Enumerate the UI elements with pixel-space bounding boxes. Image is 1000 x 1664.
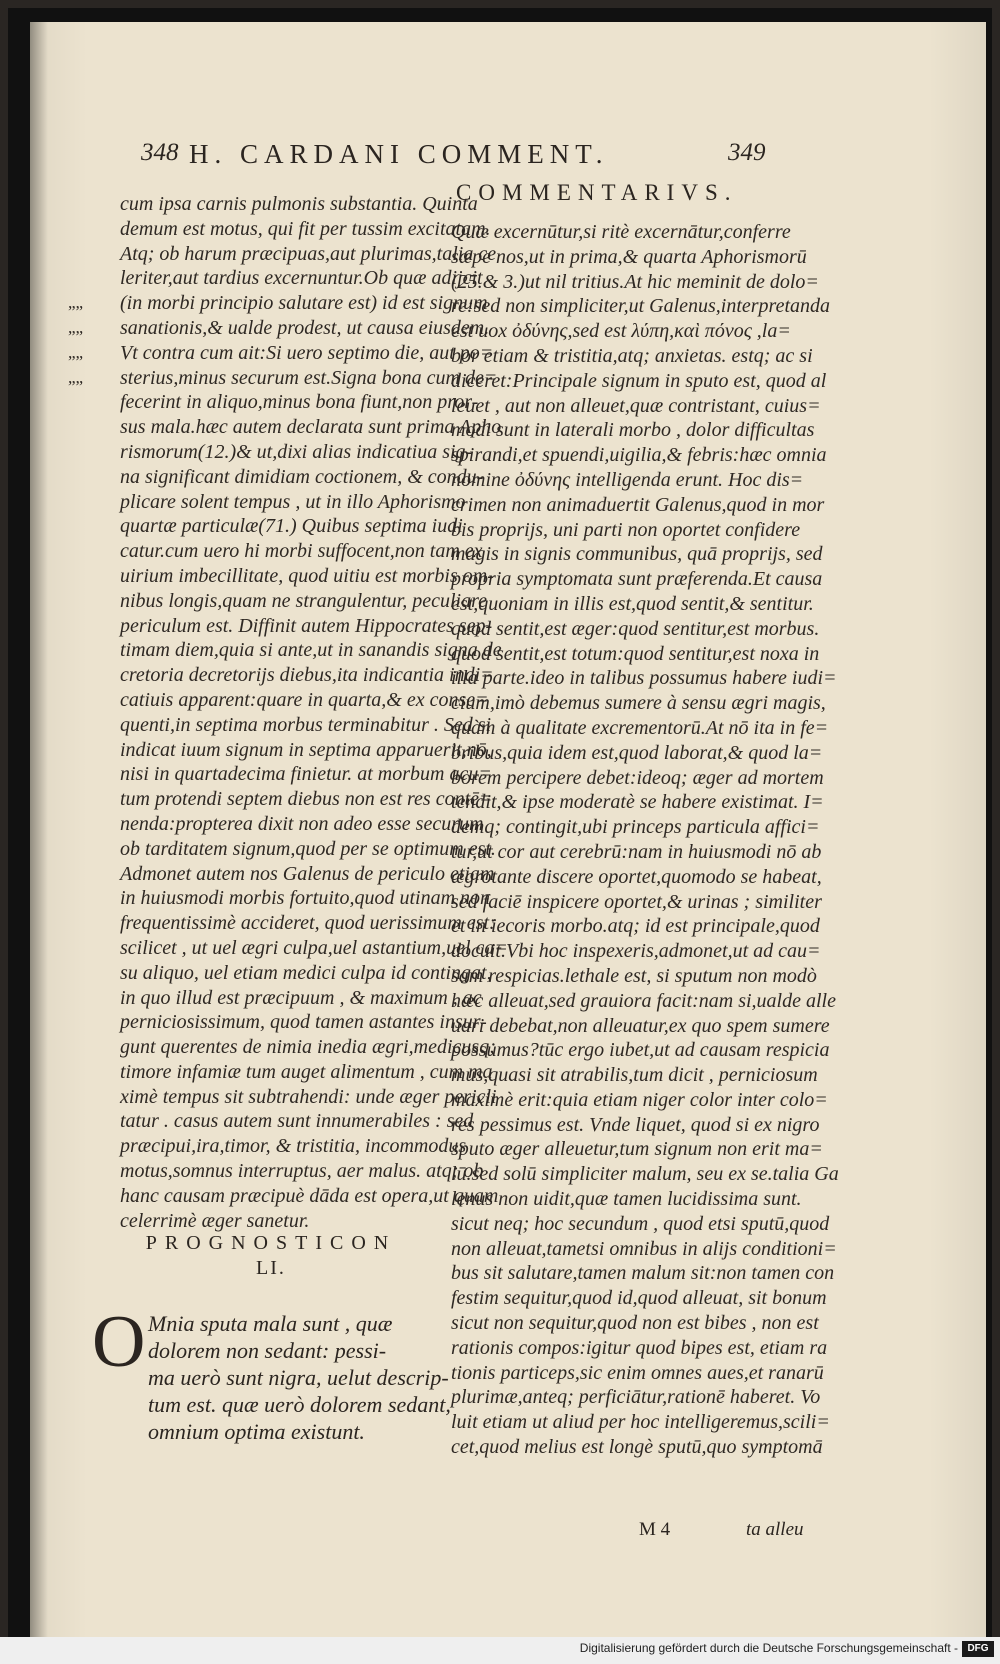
- text-line: nenda:propterea dixit non adeo esse securum: [120, 812, 484, 835]
- text-line: (in morbi principio salutare est) id est signum: [120, 292, 488, 315]
- text-line: indicat iuum signum in septima apparuerit,nō,: [120, 738, 492, 761]
- text-line: ægrotante discere oportet,quomodo se habeat,: [451, 865, 822, 888]
- book-page: [30, 22, 986, 1644]
- prognosticon-title: PROGNOSTICON: [145, 1232, 397, 1254]
- text-line: sterius,minus securum est.Signa bona cum de=: [120, 366, 498, 389]
- text-line: na significant dimidiam coctionem, & condu-: [120, 465, 484, 488]
- prognosticon-heading: [106, 1232, 436, 1280]
- text-line: borem percipere debet:ideoq; æger ad mortem: [451, 766, 824, 789]
- text-line: in quo illud est præcipuum , & maximum , ac: [120, 986, 482, 1009]
- text-line: timam diem,quia si ante,ut in sanandis signa de: [120, 639, 502, 662]
- text-line: ob tarditatem signum,quod per se optimum est.: [120, 837, 496, 860]
- text-line: Atq; ob harum præcipuas,aut plurimas,talia ce: [120, 242, 497, 265]
- text-line: bus sit salutare,tamen malum sit:non tamen con: [451, 1262, 835, 1285]
- text-line: tur,ut cor aut cerebrū:nam in huiusmodi nō ab: [451, 840, 822, 863]
- text-line: quod sentit,est æger:quod sentitur,est morbus.: [451, 617, 820, 640]
- text-line: docuit.Vbi hoc inspexeris,admonet,ut ad cau=: [451, 940, 821, 963]
- text-line: plurimæ,anteq; perficiātur,rationē haberet. Vo: [451, 1386, 821, 1409]
- text-line: nisi in quartadecima finietur. at morbum acu=: [120, 763, 492, 786]
- text-line: scilicet , ut uel ægri culpa,uel astantium,uel ca=: [120, 936, 508, 959]
- text-line: catur.cum uero hi morbi suffocent,non tam ex: [120, 540, 483, 563]
- text-line: lenus non uidit,quæ tamen lucidissima sunt.: [451, 1188, 802, 1211]
- text-line: demq; contingit,ubi princeps particula affici=: [451, 816, 820, 839]
- text-line: modi sunt in laterali morbo , dolor difficultas: [451, 419, 815, 442]
- text-line: hanc causam præcipuè dāda est opera,ut quam: [120, 1184, 499, 1207]
- footer-credit: Digitalisierung gefördert durch die Deutsche Forschungsgemeinschaft -: [579, 1641, 958, 1655]
- text-line: fecerint in aliquo,minus bona fiunt,non pror-: [120, 391, 479, 414]
- text-line: leuet , aut non alleuet,quæ contristant, cuius=: [451, 394, 821, 417]
- text-line: cium,imò debemus sumere à sensu ægri magis,: [451, 692, 826, 715]
- text-line: tum protendi septem diebus non est res contē=: [120, 788, 493, 811]
- page-number-left: 348: [141, 139, 179, 166]
- text-line: sputo æger alleuetur,tum signum non erit ma=: [451, 1138, 823, 1161]
- text-line: bribus,quia idem est,quod laborat,& quod la=: [451, 741, 823, 764]
- text-line: bor etiam & tristitia,atq; anxietas. estq; ac si: [451, 344, 813, 367]
- text-line: mus,quasi sit atrabilis,tum dicit , perniciosum: [451, 1064, 818, 1087]
- text-line: ximè tempus sit subtrahendi: unde æger pericli: [120, 1085, 497, 1108]
- aphorism-line: dolorem non sedant: pessi-: [148, 1338, 387, 1363]
- text-line: in huiusmodi morbis fortuito,quod utinam non: [120, 887, 491, 910]
- text-line: timore infamiæ tum auget alimentum , cum ma: [120, 1060, 493, 1083]
- text-line: tatur . casus autem sunt innumerabiles : sed: [120, 1110, 474, 1133]
- quotation-marker: „„: [68, 293, 84, 313]
- text-line: re:sed non simpliciter,ut Galenus,interpretanda: [451, 295, 831, 318]
- text-line: maximè erit:quia etiam niger color inter colo=: [451, 1088, 828, 1111]
- digitization-footer: [0, 1637, 1000, 1664]
- text-line: Admonet autem nos Galenus de periculo etiam: [120, 862, 495, 885]
- text-line: propria symptomata sunt præferenda.Et causa: [451, 568, 823, 591]
- aphorism-line: Mnia sputa mala sunt , quæ: [148, 1311, 393, 1336]
- text-line: sicut non sequitur,quod non est bibes , non est: [451, 1312, 819, 1335]
- text-line: Quæ excernūtur,si ritè excernātur,conferre: [451, 221, 791, 243]
- text-line: bis proprijs, uni parti non oportet confidere: [451, 518, 801, 541]
- aphorism-line: omnium optima existunt.: [148, 1419, 365, 1444]
- scan-frame: [8, 8, 992, 1650]
- text-line: et in iecoris morbo.atq; id est principale,quod: [451, 915, 820, 938]
- text-line: hæc alleuat,sed grauiora facit:nam si,ualde alle: [451, 989, 836, 1012]
- text-line: tionis particeps,sic enim omnes aues,et ranarū: [451, 1361, 824, 1384]
- text-line: est uox ὀδύνης,sed est λύπη,καὶ πόνος ,la=: [451, 320, 791, 343]
- right-column-text: [451, 220, 839, 1460]
- text-line: cum ipsa carnis pulmonis substantia. Quinta: [120, 193, 478, 215]
- text-line: su aliquo, uel etiam medici culpa id contingat,: [120, 961, 492, 984]
- text-line: frequentissimè accideret, quod uerissimum est:: [120, 912, 496, 935]
- left-column-text: [68, 192, 508, 1233]
- text-line: (25.& 3.)ut nil tritius.At hic meminit de dolo=: [451, 270, 819, 293]
- text-line: motus,somnus interruptus, aer malus. atq; ob: [120, 1160, 484, 1183]
- text-line: celerrimè æger sanetur.: [120, 1209, 310, 1232]
- text-line: festim sequitur,quod id,quod alleuat, sit bonum: [451, 1287, 827, 1310]
- text-line: non alleuat,tametsi omnibus in alijs conditioni=: [451, 1237, 837, 1260]
- text-line: luit etiam ut aliud per hoc intelligeremus,scili=: [451, 1411, 830, 1434]
- drop-cap: O: [92, 1301, 146, 1383]
- text-line: gunt querentes de nimia inedia ægri,medicusq;: [120, 1036, 496, 1059]
- signature-mark: M 4: [639, 1519, 671, 1540]
- running-header: [30, 139, 986, 179]
- text-line: res pessimus est. Vnde liquet, quod si ex nigro: [451, 1113, 820, 1136]
- text-line: quenti,in septima morbus terminabitur . Sed si: [120, 713, 492, 736]
- text-line: spirandi,et spuendi,uigilia,& febris:hæc omnia: [451, 444, 827, 467]
- text-line: sam respicias.lethale est, si sputum non modò: [451, 964, 817, 987]
- text-line: catiuis apparent:quare in quarta,& ex conse=: [120, 688, 489, 711]
- catchword: ta alleu: [746, 1519, 804, 1540]
- text-line: plicare solent tempus , ut in illo Aphorismo: [120, 490, 466, 513]
- aphorism-text: [148, 1310, 451, 1445]
- text-line: quàm à qualitate excrementorū.At nō ita in fe=: [451, 716, 829, 739]
- dfg-logo: DFG: [962, 1641, 994, 1657]
- page-number-right: 349: [728, 139, 766, 166]
- text-line: uirium imbecillitate, quod uitiu est morbis om-: [120, 564, 494, 587]
- text-line: nibus longis,quam ne strangulentur, peculiare: [120, 589, 488, 612]
- quotation-marker: „„: [68, 317, 84, 337]
- text-line: cet,quod melius est longè sputū,quo symptomā: [451, 1436, 823, 1459]
- text-line: sus mala.hæc autem declarata sunt prima Apho: [120, 416, 502, 439]
- text-line: leriter,aut tardius excernuntur.Ob quæ adijcit: [120, 267, 483, 290]
- text-line: possumus?tūc ergo iubet,ut ad causam respicia: [451, 1039, 830, 1062]
- text-line: sæpe nos,ut in prima,& quarta Aphorismorū: [451, 245, 807, 268]
- text-line: periculum est. Diffinit autem Hippocrates sep-: [120, 614, 493, 637]
- text-line: sanationis,& ualde prodest, ut causa eiusdem.: [120, 316, 490, 339]
- text-line: perniciosissimum, quod tamen astantes insur-: [120, 1011, 487, 1034]
- text-line: uari debebat,non alleuatur,ex quo spem sumere: [451, 1014, 830, 1037]
- text-line: illa parte.ideo in talibus possumus habere iudi=: [451, 667, 837, 690]
- text-line: tendit,& ipse moderatè se habere existimat. I=: [451, 791, 824, 814]
- right-column-title: COMMENTARIVS.: [456, 180, 738, 205]
- text-line: sed faciē inspicere oportet,& urinas ; similiter: [451, 890, 822, 913]
- quotation-marker: „„: [68, 342, 84, 362]
- text-line: rationis compos:igitur quod bipes est, etiam ra: [451, 1336, 828, 1359]
- text-line: cretoria decretorijs diebus,ita indicantia indi=: [120, 664, 494, 687]
- quotation-marker: „„: [68, 367, 84, 387]
- text-line: nomine ὀδύνης intelligenda erunt. Hoc dis=: [451, 468, 804, 491]
- text-line: demum est motus, qui fit per tussim excitatam.: [120, 217, 491, 240]
- page-gutter-shadow: [30, 22, 48, 1644]
- aphorism-line: tum est. quæ uerò dolorem sedant,: [148, 1392, 451, 1417]
- text-line: lū.sed solū simpliciter malum, seu ex se.talia Ga: [451, 1163, 839, 1186]
- aphorism-line: ma uerò sunt nigra, uelut descrip-: [148, 1365, 449, 1390]
- running-title: H. CARDANI COMMENT.: [189, 139, 609, 169]
- text-line: præcipui,ira,timor, & tristitia, incommodus: [120, 1135, 467, 1158]
- text-line: Vt contra cum ait:Si uero septimo die, aut po=: [120, 341, 494, 364]
- text-line: quod sentit,est totum:quod sentitur,est noxa in: [451, 642, 820, 665]
- prognosticon-number: LI.: [256, 1257, 286, 1279]
- text-line: quartæ particulæ(71.) Quibus septima iudi: [120, 515, 463, 538]
- text-line: crimen non animaduertit Galenus,quod in mor: [451, 493, 825, 516]
- text-line: sicut neq; hoc secundum , quod etsi sputū,quod: [451, 1212, 830, 1235]
- text-line: est,quoniam in illis est,quod sentit,& sentitur.: [451, 592, 814, 615]
- text-line: rismorum(12.)& ut,dixi alias indicatiua sig-: [120, 440, 473, 463]
- text-line: magis in signis communibus, quā proprijs, sed: [451, 543, 823, 566]
- text-line: diceret:Principale signum in sputo est, quod al: [451, 369, 827, 392]
